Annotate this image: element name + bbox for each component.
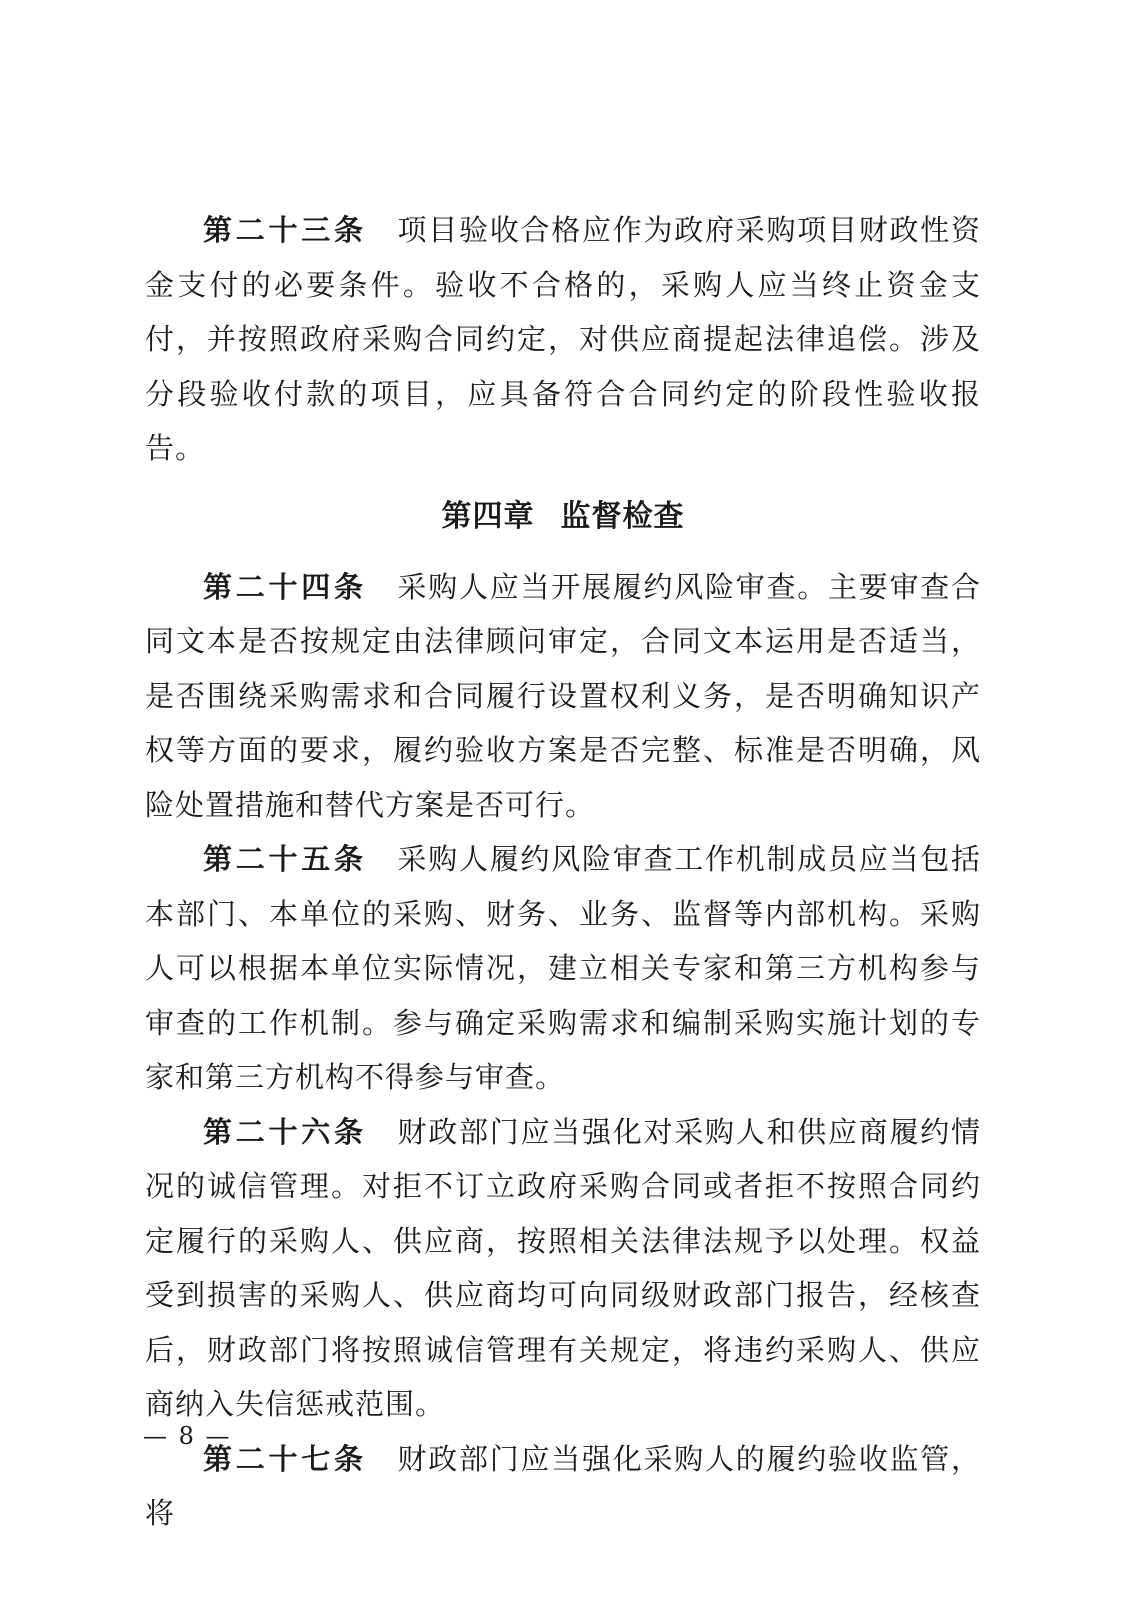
article-text: 财政部门应当强化对采购人和供应商履约情况的诚信管理。对拒不订立政府采购合同或者拒不按照合同约定履行的采购人、供应商，按照相关法律法规予以处理。权益受到损害的采购人、供应商均可向同级财政部门报告，经核查后，财政部门将按照诚信管理有关规定，将违约采购人、供应商纳入失信惩戒范围。 (145, 1114, 981, 1421)
article-number: 第二十六条 (203, 1114, 367, 1149)
document-body (145, 203, 981, 1541)
article-25 (145, 832, 981, 1105)
article-number: 第二十四条 (203, 569, 367, 604)
article-27 (145, 1432, 981, 1541)
article-text: 项目验收合格应作为政府采购项目财政性资金支付的必要条件。验收不合格的，采购人应当终止资金支付，并按照政府采购合同约定，对供应商提起法律追偿。涉及分段验收付款的项目，应具备符合合同约定的阶段性验收报告。 (145, 213, 981, 465)
article-24 (145, 560, 981, 833)
article-number: 第二十三条 (203, 213, 367, 247)
page-number: — 8 — (143, 1422, 232, 1450)
article-text: 财政部门应当强化采购人的履约验收监管，将 (145, 1441, 981, 1530)
article-text: 采购人履约风险审查工作机制成员应当包括本部门、本单位的采购、财务、业务、监督等内部机构。采购人可以根据本单位实际情况，建立相关专家和第三方机构参与审查的工作机制。参与确定采购需求和编制采购实施计划的专家和第三方机构不得参与审查。 (145, 842, 981, 1094)
article-23 (145, 203, 981, 476)
article-26 (145, 1105, 981, 1432)
article-number: 第二十七条 (203, 1441, 367, 1476)
chapter-title: 监督检查 (560, 498, 685, 534)
chapter-number: 第四章 (441, 498, 535, 534)
article-text: 采购人应当开展履约风险审查。主要审查合同文本是否按规定由法律顾问审定，合同文本运用是否适当，是否围绕采购需求和合同履行设置权利义务，是否明确知识产权等方面的要求，履约验收方案是否完整、标准是否明确，风险处置措施和替代方案是否可行。 (145, 569, 981, 822)
article-number: 第二十五条 (203, 842, 367, 876)
chapter-heading (145, 482, 981, 552)
